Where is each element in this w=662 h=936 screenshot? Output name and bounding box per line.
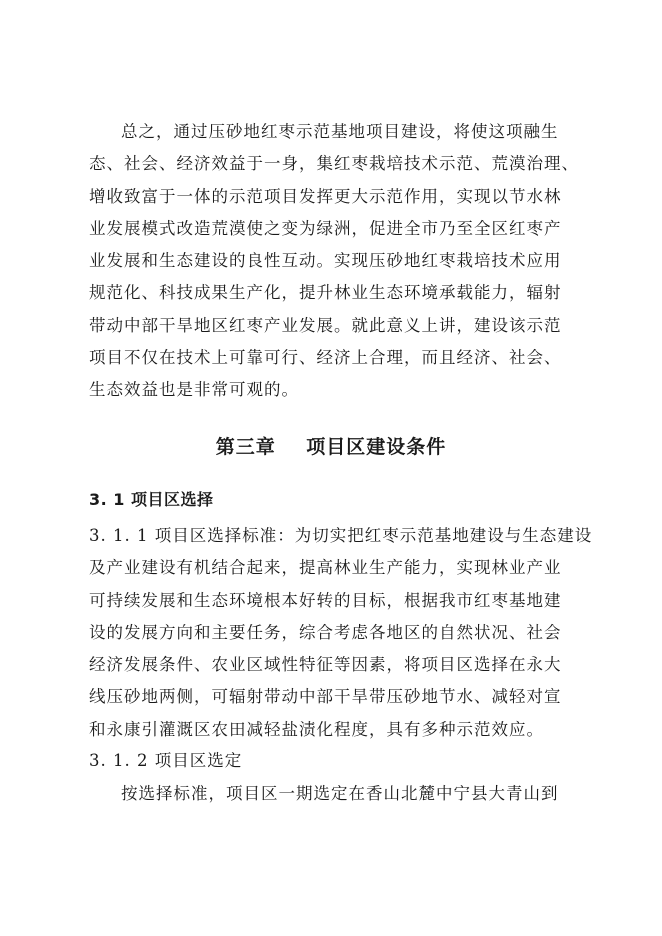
subsection-heading: 3. 1. 2 项目区选定 [89, 751, 243, 770]
paragraph-line: 业发展模式改造荒漠使之变为绿洲，促进全市乃至全区红枣产 [89, 219, 562, 238]
paragraph-line: 可持续发展和生态环境根本好转的目标，根据我市红枣基地建 [89, 591, 562, 610]
paragraph-line: 经济发展条件、农业区域性特征等因素，将项目区选择在永大 [89, 655, 562, 674]
section-heading: 3. 1 项目区选择 [89, 490, 214, 509]
paragraph-line: 总之，通过压砂地红枣示范基地项目建设，将使这项融生 [121, 122, 559, 141]
chapter-title: 第三章 项目区建设条件 [215, 436, 447, 458]
paragraph-line: 和永康引灌溉区农田减轻盐渍化程度，具有多种示范效应。 [89, 720, 544, 739]
paragraph-line: 业发展和生态建设的良性互动。实现压砂地红枣栽培技术应用 [89, 251, 562, 270]
paragraph-line: 设的发展方向和主要任务，综合考虑各地区的自然状况、社会 [89, 623, 562, 642]
paragraph-line: 按选择标准，项目区一期选定在香山北麓中宁县大青山到 [121, 784, 559, 803]
paragraph-line: 及产业建设有机结合起来，提高林业生产能力，实现林业产业 [89, 558, 562, 577]
paragraph-line: 带动中部干旱地区红枣产业发展。就此意义上讲，建设该示范 [89, 316, 562, 335]
paragraph-line: 生态效益也是非常可观的。 [89, 380, 299, 399]
paragraph-line: 规范化、科技成果生产化，提升林业生态环境承载能力，辐射 [89, 283, 562, 302]
paragraph-line: 态、社会、经济效益于一身，集红枣栽培技术示范、荒漠治理、 [89, 154, 579, 173]
paragraph-line: 增收致富于一体的示范项目发挥更大示范作用，实现以节水林 [89, 187, 562, 206]
paragraph-line: 项目不仅在技术上可靠可行、经济上合理，而且经济、社会、 [89, 348, 562, 367]
paragraph-line: 3. 1. 1 项目区选择标准：为切实把红枣示范基地建设与生态建设 [89, 526, 593, 545]
paragraph-line: 线压砂地两侧，可辐射带动中部干旱带压砂地节水、减轻对宣 [89, 687, 562, 706]
